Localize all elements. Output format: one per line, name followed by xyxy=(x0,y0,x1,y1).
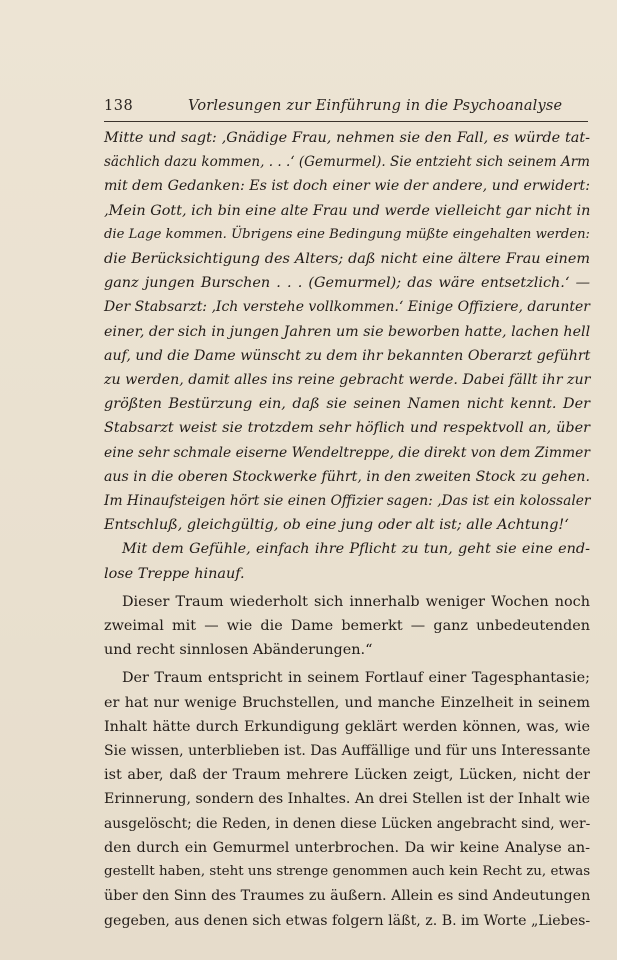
text-line: zweimal mit — wie die Dame bemerkt — ganz unbedeutenden xyxy=(104,618,590,635)
text-line: aus in die oberen Stockwerke führt, in den zweiten Stock zu gehen. xyxy=(104,468,590,485)
text-line: die Lage kommen. Übrigens eine Bedingung müßte eingehalten werden: xyxy=(104,226,590,242)
text-line: Mit dem Gefühle, einfach ihre Pflicht zu tun, geht sie eine end- xyxy=(122,541,590,558)
text-line: er hat nur wenige Bruchstellen, und manche Einzelheit in seinem xyxy=(104,694,590,711)
text-line: mit dem Gedanken: Es ist doch einer wie der andere, und erwidert: xyxy=(104,178,590,195)
text-line: ‚Mein Gott, ich bin eine alte Frau und werde vielleicht gar nicht in xyxy=(104,202,591,219)
text-line: einer, der sich in jungen Jahren um sie beworben hatte, lachen hell xyxy=(104,323,591,340)
italic-paragraph-1 xyxy=(104,126,590,537)
text-line: größten Bestürzung ein, daß sie seinen Namen nicht kennt. Der xyxy=(104,396,590,413)
text-line: Dieser Traum wiederholt sich innerhalb weniger Wochen noch xyxy=(122,593,590,610)
text-line: Inhalt hätte durch Erkundigung geklärt werden können, was, wie xyxy=(104,718,590,735)
running-head: Vorlesungen zur Einführung in die Psychoanalyse xyxy=(188,98,563,114)
italic-paragraph-2 xyxy=(104,537,590,585)
text-line: Sie wissen, unterblieben ist. Das Auffällige und für uns Interessante xyxy=(104,743,591,760)
roman-paragraph-1 xyxy=(104,590,590,663)
text-line: Stabsarzt weist sie trotzdem sehr höflich und respektvoll an, über xyxy=(104,420,590,437)
text-line: gegeben, aus denen sich etwas folgern läßt, z. B. im Worte „Liebes- xyxy=(104,912,591,929)
header-rule xyxy=(104,121,588,122)
text-line: sächlich dazu kommen, . . .‘ (Gemurmel). Sie entzieht sich seinem Arm xyxy=(104,154,590,171)
text-line: über den Sinn des Traumes zu äußern. Allein es sind Andeutungen xyxy=(104,888,591,905)
text-line: Der Stabsarzt: ‚Ich verstehe vollkommen.‘ Einige Offiziere, darunter xyxy=(104,299,590,316)
text-line: und recht sinnlosen Abänderungen.“ xyxy=(104,642,373,659)
text-line: ausgelöscht; die Reden, in denen diese Lücken angebracht sind, wer- xyxy=(104,815,591,832)
text-line: auf, und die Dame wünscht zu dem ihr bekannten Oberarzt geführt xyxy=(104,347,591,364)
text-line: den durch ein Gemurmel unterbrochen. Da wir keine Analyse an- xyxy=(104,839,590,856)
roman-paragraph-2 xyxy=(104,666,590,932)
text-line: Entschluß, gleichgültig, ob eine jung oder alt ist; alle Achtung!‘ xyxy=(104,517,569,534)
text-line: Mitte und sagt: ‚Gnädige Frau, nehmen sie den Fall, es würde tat- xyxy=(104,130,590,146)
text-line: eine sehr schmale eiserne Wendeltreppe, die direkt von dem Zimmer xyxy=(104,444,590,461)
text-line: gestellt haben, steht uns strenge genommen auch kein Recht zu, etwas xyxy=(104,864,591,880)
text-line: Im Hinaufsteigen hört sie einen Offizier sagen: ‚Das ist ein kolossaler xyxy=(104,493,591,510)
text-line: Erinnerung, sondern des Inhaltes. An drei Stellen ist der Inhalt wie xyxy=(104,791,591,808)
text-line: Der Traum entspricht in seinem Fortlauf einer Tagesphantasie; xyxy=(122,670,590,687)
text-line: ganz jungen Burschen . . . (Gemurmel); das wäre entsetzlich.‘ — xyxy=(104,275,590,292)
text-line: ist aber, daß der Traum mehrere Lücken zeigt, Lücken, nicht der xyxy=(104,767,590,784)
text-line: die Berücksichtigung des Alters; daß nicht eine ältere Frau einem xyxy=(104,251,590,268)
text-line: zu werden, damit alles ins reine gebracht werde. Dabei fällt ihr zur xyxy=(104,372,591,389)
page-number: 138 xyxy=(104,98,134,114)
page-header xyxy=(104,98,588,120)
text-line: lose Treppe hinauf. xyxy=(104,565,245,582)
body-text xyxy=(104,126,590,933)
